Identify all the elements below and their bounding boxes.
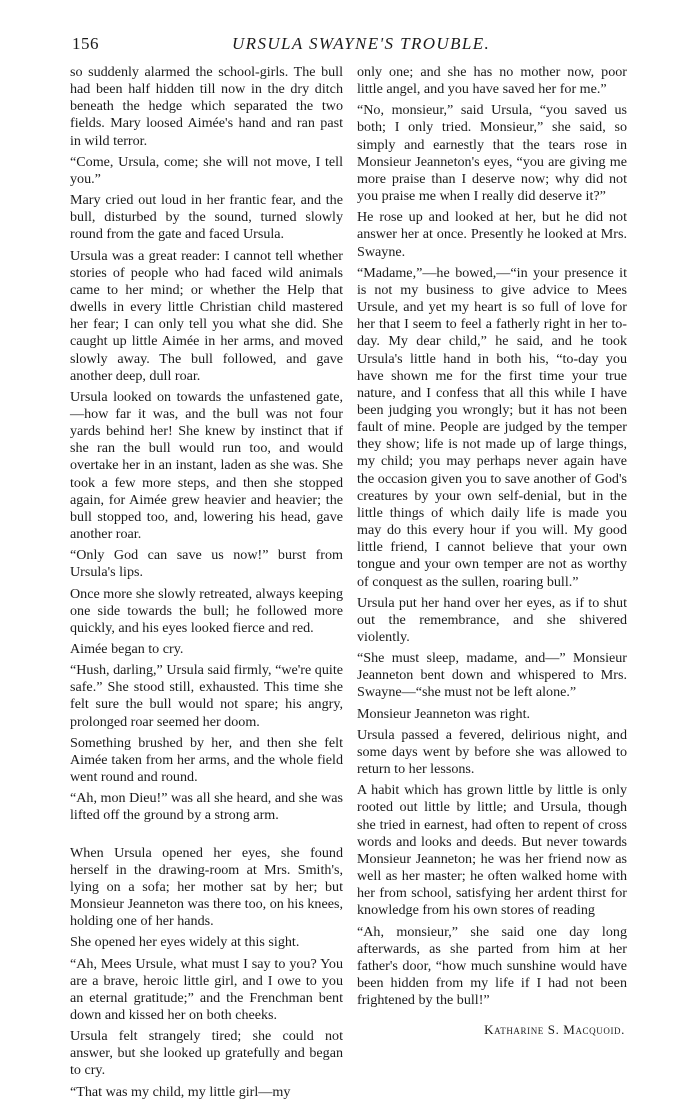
paragraph: Once more she slowly retreated, always keeping one side towards the bull; he followed more quickly, and his eyes looked fierce and red. (70, 585, 343, 636)
paragraph: “Ah, mon Dieu!” was all she heard, and she was lifted off the ground by a strong arm. (70, 790, 343, 824)
paragraph: “Madame,”—he bowed,—“in your presence it is not my business to give advice to Mees Ursule, and yet my heart is so full of love for her that I seem to feel a fatherly right in her to-day. My dear child,” he said, and he took Ursula's little hand in both his, “to-day you have shown me for the first time your true nature, and I confess that all this while I have been judging you wrongly; but it has not been fault of mine. People are judged by the temper they show; life is not made up of large things, my child; you may perhaps never again have the occasion given you to save another of God's creatures by your own self-denial, but in the little things of which daily life is made you may do this every hour if you will. My good little friend, I cannot believe that your own tongue and your own temper are not as worthy of conquest as the sullen, roaring bull.” (357, 264, 627, 590)
right-column (357, 64, 627, 1038)
paragraph: Aimée began to cry. (70, 641, 184, 657)
paragraph: A habit which has grown little by little is only rooted out little by little; and Ursula, though she tried in earnest, had often to repent of cross words and looks and deeds. But never towards Monsieur Jeanneton; he was her friend now as well as her master; he often walked home with her from school, satisfying her ardent thirst for knowledge from his own stores of reading (357, 782, 627, 919)
paragraph: “Come, Ursula, come; she will not move, I tell you.” (70, 153, 343, 187)
paragraph: “Ah, Mees Ursule, what must I say to you? You are a brave, heroic little girl, and I owe to you an eternal gratitude;” and the Frenchman bent down and kissed her on both cheeks. (70, 955, 343, 1023)
paragraph: Monsieur Jeanneton was right. (357, 705, 531, 722)
author-name: Katharine S. Macquoid. (484, 1022, 625, 1038)
paragraph: When Ursula opened her eyes, she found herself in the drawing-room at Mrs. Smith's, lying on a sofa; her mother sat by her; but Monsieur Jeanneton was there too, on his knees, holding one of her hands. (70, 844, 343, 930)
paragraph: “She must sleep, madame, and—” Monsieur Jeanneton bent down and whispered to Mrs. Swayne—“she must not be left alone.” (357, 650, 627, 701)
paragraph: He rose up and looked at her, but he did not answer her at once. Presently he looked at Mrs. Swayne. (357, 209, 627, 260)
paragraph: “No, monsieur,” said Ursula, “you saved us both; I only tried. Monsieur,” she said, so simply and earnestly that the tears rose in Monsieur Jeanneton's eyes, “you are giving me more praise than I deserve now; why did not you praise me when I really did deserve it?” (357, 102, 627, 205)
paragraph: “Ah, monsieur,” she said one day long afterwards, as she parted from him at her father's door, “how much sunshine would have been hidden from my life if I had not been frightened by the bull!” (357, 923, 627, 1009)
page-number: 156 (72, 34, 99, 53)
paragraph: only one; and she has no mother now, poor little angel, and you have saved her for me.” (357, 64, 627, 98)
running-title: URSULA SWAYNE'S TROUBLE. (232, 34, 491, 53)
paragraph: so suddenly alarmed the school-girls. The bull had been half hidden till now in the dry ditch beneath the hedge which separated the two fields. Mary loosed Aimée's hand and ran past in wild terror. (70, 64, 343, 149)
paragraph: Ursula passed a fevered, delirious night, and some days went by before she was allowed to return to her lessons. (357, 726, 627, 778)
paragraph: Ursula looked on towards the unfastened gate,—how far it was, and the bull was not four yards behind her! She knew by instinct that if she ran the bull would run too, and would overtake her in an instant, laden as she was. She took a few more steps, and then she stopped again, for Aimée grew heavier and heavier; the bull stopped too, and, lowering his head, gave another roar. (70, 388, 343, 543)
left-column (70, 64, 343, 1105)
paragraph: Ursula put her hand over her eyes, as if to shut out the remembrance, and she shivered violently. (357, 594, 627, 645)
paragraph: “Hush, darling,” Ursula said firmly, “we're quite safe.” She stood still, exhausted. This time she felt sure the bull would not spare; his angry, prolonged roar seemed her doom. (70, 662, 343, 730)
paragraph: “That was my child, my little girl—my (70, 1083, 291, 1100)
paragraph: Something brushed by her, and then she felt Aimée taken from her arms, and the whole field went round and round. (70, 734, 343, 786)
paragraph: Ursula felt strangely tired; she could not answer, but she looked up gratefully and began to cry. (70, 1028, 343, 1079)
paragraph: Mary cried out loud in her frantic fear, and the bull, disturbed by the sound, turned slowly round from the gate and faced Ursula. (70, 192, 343, 243)
paragraph: She opened her eyes widely at this sight. (70, 934, 300, 951)
paragraph: Ursula was a great reader: I cannot tell whether stories of people who had faced wild animals came to her mind; or whether the Help that dwells in every little Christian child mastered her fear; I can only tell you what she did. She caught up little Aimée in her arms, and moved slowly away. The bull followed, and gave another deep, dull roar. (70, 247, 343, 384)
author-byline (357, 1021, 625, 1038)
paragraph: “Only God can save us now!” burst from Ursula's lips. (70, 547, 343, 581)
